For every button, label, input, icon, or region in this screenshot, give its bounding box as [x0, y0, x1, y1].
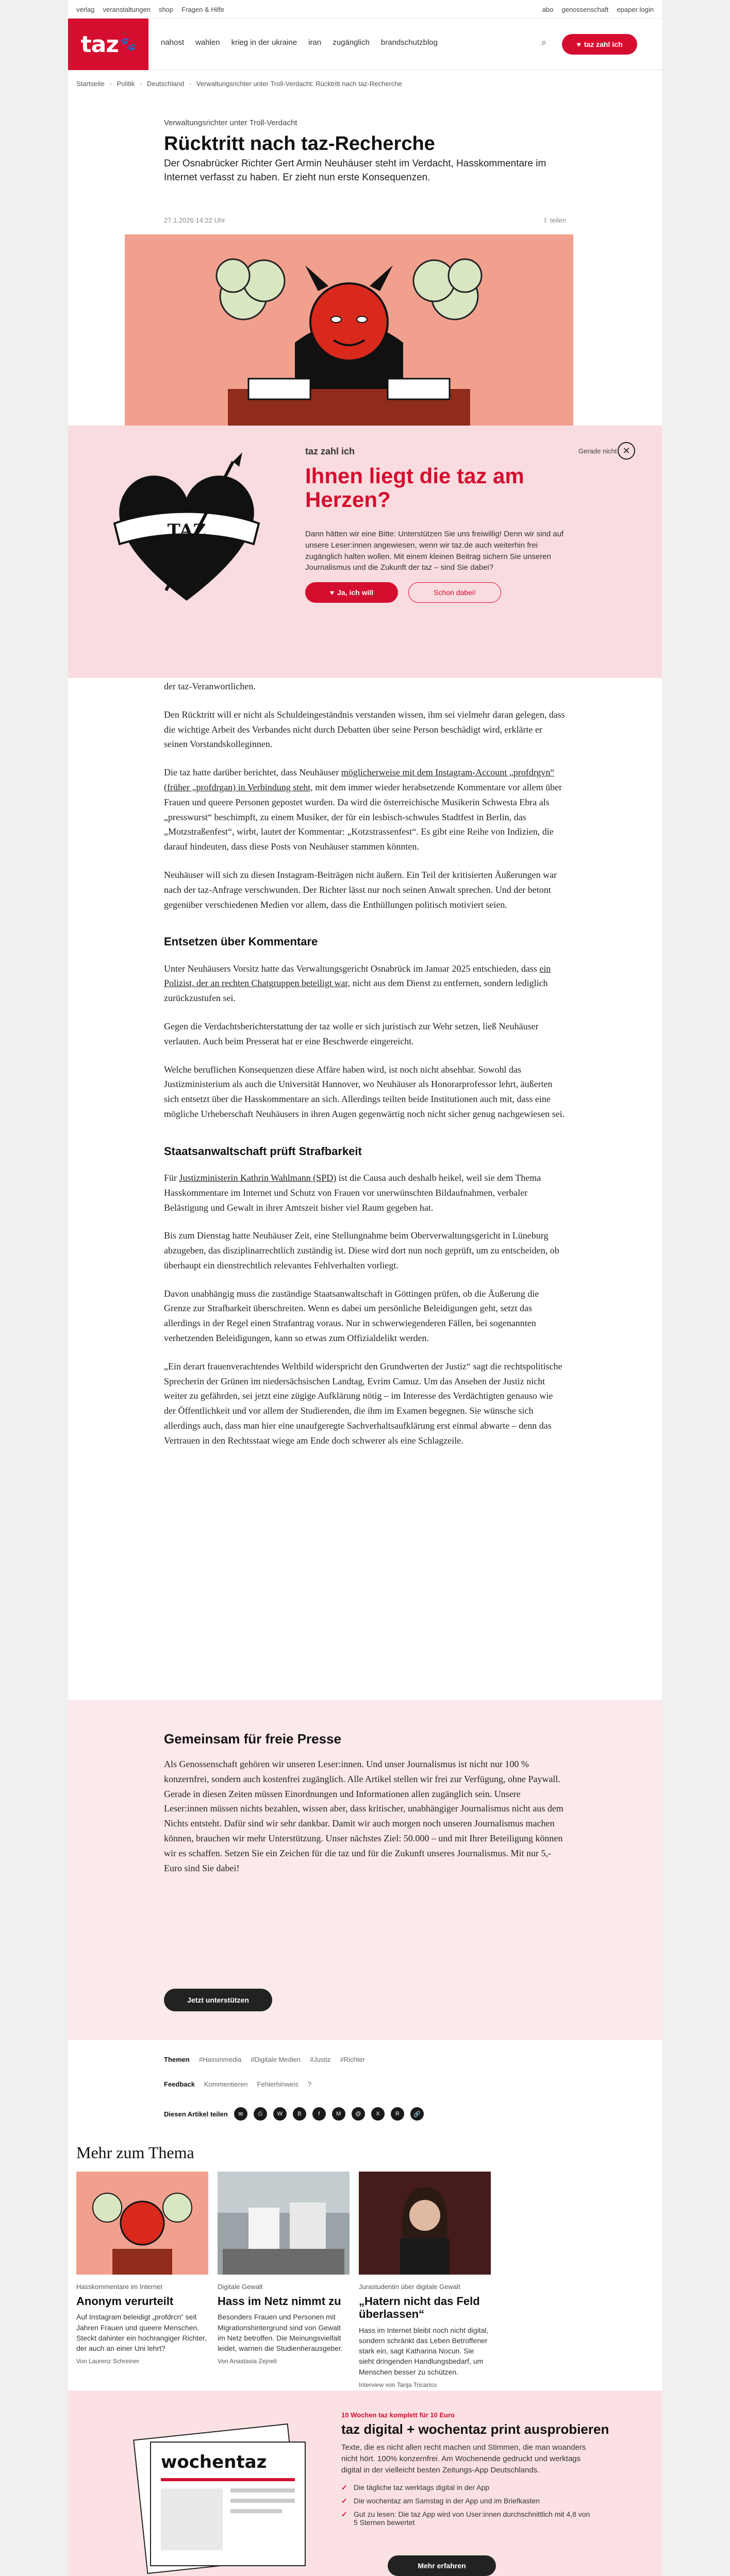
nav-item-ukraine[interactable]: krieg in der ukraine	[231, 38, 297, 47]
support-text: Als Genossenschaft gehören wir unseren Leser:innen. Und unser Journalismus ist nicht nur 100 % konzernfrei, sondern auch kostenfrei zugänglich. Alle Artikel stellen wir frei zur Verfügung, ohne Paywall. Gerade in diesen Zeiten müssen Einordnungen und Informationen allen zugänglich sein. Unsere Leser:innen müssen nichts bezahlen, wissen aber, dass kritischer, unabhängiger Journalismus nicht aus dem Nichts entsteht. Dafür sind wir sehr dankbar. Damit wir auch morgen noch unseren Journalismus machen können, brauchen wir mehr Unterstützung. Unser nächstes Ziel: 50.000 – und mit Ihrer Beteiligung können wir es schaffen. Setzen Sie ein Zeichen für die taz und für die Zukunft unseres Journalismus. Mit nur 5,- Euro sind Sie dabei!	[164, 1759, 563, 1873]
util-link-coop[interactable]: genossenschaft	[561, 6, 609, 13]
overlay-text: Dann hätten wir eine Bitte: Unterstützen Sie uns freiwillig! Denn wir sind auf unsere Leser:innen angewiesen, wenn wir taz.de auch weiterhin frei zugänglich halten wollen. Mit einem kleinen Beitrag sichern Sie unseren Journalismus und die Zukunft der taz – sind Sie dabei?	[305, 530, 564, 572]
article-paragraph: Den Rücktritt will er nicht als Schuldeingeständnis verstanden wissen, ihm sei vielmehr daran gelegen, dass die wichtige Arbeit des Verbandes nicht durch Debatten über seine Person beschädigt wird, erklärte er seinen Vorstandskolleginnen.	[164, 709, 565, 750]
related-title: Hass im Netz nimmt zu	[218, 2295, 341, 2308]
article-kicker: Verwaltungsrichter unter Troll-Verdacht	[164, 118, 297, 127]
facebook-icon[interactable]: f	[312, 2107, 326, 2121]
main-nav	[68, 19, 662, 70]
related-text: Hass im Internet bleibt noch nicht digital, sondern schränkt das Leben Betroffener stark ein, sagt Katharina Nocun. Sie sieht dringenden Handlungsbedarf, um Menschen besser zu schützen.	[359, 2326, 489, 2376]
heart-label: TAZ	[167, 520, 206, 541]
article-link[interactable]: möglicherweise mit dem Instagram-Account „profdrgvn“ (früher „profdrgan) in Verbindung steht,	[164, 767, 555, 792]
related-title: „Hatern nicht das Feld überlassen“	[359, 2295, 480, 2321]
article-date: 27.1.2026 14:22 Uhr	[164, 216, 225, 224]
related-image	[76, 2172, 208, 2275]
taz-logo[interactable]: taz 🐾	[68, 19, 148, 70]
help-icon[interactable]: ?	[307, 2080, 311, 2088]
util-link-shop[interactable]: shop	[158, 6, 174, 13]
link-icon[interactable]: 🔗	[410, 2107, 424, 2121]
promo-more-button[interactable]: Mehr erfahren	[388, 2555, 496, 2576]
search-icon[interactable]: ⌕	[541, 37, 547, 47]
mail-icon[interactable]: ✉	[234, 2107, 247, 2121]
page	[68, 0, 662, 2576]
close-icon[interactable]: ✕	[618, 442, 635, 460]
promo-list	[341, 2483, 594, 2532]
util-link-verlag[interactable]: verlag	[76, 6, 95, 13]
article-paragraph: Gegen die Verdachtsberichterstattung der taz wolle er sich juristisch zur Wehr setzen, ließ Neuhäuser verlauten. Auch beim Presserat hat er eine Beschwerde eingereicht.	[164, 1021, 539, 1046]
themes-label: Themen	[164, 2056, 190, 2063]
reddit-icon[interactable]: R	[391, 2107, 404, 2121]
share-link[interactable]: ⇪ teilen	[542, 216, 566, 224]
promo-text: Texte, die es nicht allen recht machen und Stimmen, die man woanders nicht hört. 100% konzernfrei. Am Wochenende gedruckt und werktags digital in der vielleicht besten Zeitungs-App Deutschlands.	[341, 2443, 586, 2475]
breadcrumb-current: Verwaltungsrichter unter Troll-Verdacht: Rücktritt nach taz-Recherche	[196, 80, 402, 88]
overlay-brand: taz zahl ich	[305, 446, 355, 456]
overlay-yes-button[interactable]: ♥ Ja, ich will	[305, 582, 398, 603]
promo-kicker: 10 Wochen taz komplett für 10 Euro	[341, 2411, 455, 2419]
nav-menu	[161, 38, 438, 47]
x-icon[interactable]: X	[371, 2107, 385, 2121]
article-lead: Der Osnabrücker Richter Gert Armin Neuhäuser steht im Verdacht, Hasskommentare im Internet verfasst zu haben. Er zieht nun erste Konsequenzen.	[164, 158, 546, 183]
feedback-label: Feedback	[164, 2080, 195, 2088]
related-card[interactable]	[218, 2172, 350, 2365]
article-paragraph: Bis zum Dienstag hatte Neuhäuser Zeit, eine Stellungnahme beim Oberverwaltungsgericht in Lüneburg abzugeben, das disziplinarrechtlich zuständig ist. Diese wird dort nun noch geprüft, um zu entscheiden, ob überhaupt ein dienstrechtlich relevantes Fehlverhalten vorliegt.	[164, 1230, 559, 1270]
util-link-epaper[interactable]: epaper login	[617, 6, 654, 13]
related-image	[359, 2172, 491, 2275]
util-link-events[interactable]: veranstaltungen	[103, 6, 151, 13]
related-author: Interview von Tanja Tricarico	[359, 2381, 437, 2389]
newspaper-illustration	[130, 2421, 316, 2576]
related-card[interactable]	[76, 2172, 208, 2365]
article-paragraph: Unter Neuhäusers Vorsitz hatte das Verwaltungsgericht Osnabrück im Januar 2025 entschieden, dass ein Polizist, der an rechten Chatgruppen beteiligt war, nicht aus dem Dienst zu entfernen, sondern lediglich zurückzustufen sei.	[164, 963, 551, 1004]
share-icon: ⇪	[542, 216, 550, 224]
article-paragraph: Welche beruflichen Konsequenzen diese Affäre haben wird, ist noch nicht absehbar. Sowohl das Justizministerium als auch die Universität Hannover, wo Neuhäuser als Honorarprofessor lehrt, äußerten sich entsetzt über die Hasskommentare an sich. Allerdings teilten beide Institutionen auch mit, dass eine mögliche Urheberschaft Neuhäusers in ihren Augen gegenwärtig noch nicht sicher genug nachgewiesen sei.	[164, 1064, 565, 1119]
promo-list-item: ✓ Die tägliche taz werktags digital in der App	[341, 2483, 594, 2492]
related-text: Auf Instagram beleidigt „profdrcn“ seit Jahren Frauen und queere Menschen. Steckt dahinter ein hochrangiger Richter, der auch an einer Uni lehrt?	[76, 2313, 207, 2353]
related-kicker: Digitale Gewalt	[218, 2283, 263, 2291]
theme-tag[interactable]: #Justiz	[310, 2056, 331, 2063]
feedback-row	[164, 2080, 311, 2088]
share-label: Diesen Artikel teilen	[164, 2110, 228, 2118]
promo-list-item: ✓ Gut zu lesen: Die taz App wird von User:innen durchschnittlich mit 4,8 von 5 Sternen bewertet	[341, 2510, 594, 2527]
nav-item-nahost[interactable]: nahost	[161, 38, 185, 47]
paw-icon: 🐾	[119, 37, 136, 52]
article-paragraph: „Ein derart frauenverachtendes Weltbild widerspricht den Grundwerten der Justiz“ sagt die rechtspolitische Sprecherin der Grünen im niedersächsischen Landtag, Evrim Camuz. Um das Ansehen der Justiz nicht weiter zu gefährden, sei jetzt eine zügige Aufklärung nötig – im Interesse des Verdächtigten genauso wie der Öffentlichkeit und vor allem der Studierenden, die ihm im Examen begegnen. Sie wünsche sich allerdings auch, dass man hier eine unaufgeregte Sachverhaltsaufklärung erst einmal abwarte – denn das Vertrauen in den Rechtsstaat wiege am Ende doch schwerer als eine Schlagzeile.	[164, 1361, 562, 1446]
nav-item-wahlen[interactable]: wahlen	[195, 38, 220, 47]
breadcrumb-politik[interactable]: Politik	[117, 80, 135, 88]
theme-tag[interactable]: #Digitale Medien	[251, 2056, 301, 2063]
theme-tag[interactable]: #Hassinmedia	[198, 2056, 242, 2063]
utility-bar	[68, 0, 662, 19]
nav-item-brandschutzblog[interactable]: brandschutzblog	[380, 38, 438, 47]
hero-svg	[125, 234, 573, 440]
promo-list-item: ✓ Die wochentaz am Samstag in der App und im Briefkasten	[341, 2497, 594, 2505]
theme-tag[interactable]: #Richter	[340, 2056, 365, 2063]
overlay-title: Ihnen liegt die taz am Herzen?	[305, 464, 524, 512]
article-body	[164, 679, 566, 1462]
article-subheading: Staatsanwaltschaft prüft Strafbarkeit	[164, 1144, 362, 1158]
print-icon[interactable]: ⎙	[254, 2107, 267, 2121]
bluesky-icon[interactable]: B	[293, 2107, 306, 2121]
article-meta	[164, 216, 566, 225]
nav-item-iran[interactable]: iran	[308, 38, 322, 47]
related-kicker: Hasskommentare im Internet	[76, 2283, 162, 2291]
related-image	[218, 2172, 350, 2275]
related-kicker: Jurastudentin über digitale Gewalt	[359, 2283, 460, 2291]
heart-icon: ♥	[576, 40, 581, 48]
threads-icon[interactable]: @	[352, 2107, 365, 2121]
article-paragraph: Für Justizministerin Kathrin Wahlmann (SPD) ist die Causa auch deshalb heikel, weil sie dem Thema Hasskommentare im Internet und Schutz von Frauen vor unerwünschten Bildaufnahmen, verbaler Belästigung und Gewalt in ihrer Amtszeit bisher viel Raum gegeben hat.	[164, 1172, 541, 1213]
overlay-already-button[interactable]: Schon dabei!	[408, 582, 501, 603]
promo-title: taz digital + wochentaz print ausprobieren	[341, 2421, 609, 2437]
util-link-abo[interactable]: abo	[542, 6, 554, 13]
share-row	[164, 2107, 424, 2121]
donation-overlay	[68, 426, 662, 678]
chevron-right-icon: ›	[140, 80, 142, 87]
nav-item-accessible[interactable]: zugänglich	[333, 38, 370, 47]
related-text: Besonders Frauen und Personen mit Migrationshintergrund sind von Gewalt im Netz betroffen. Die Meinungsvielfalt leidet, warnen die Studienherausgeber.	[218, 2313, 343, 2353]
subscription-promo	[68, 2391, 662, 2576]
article-paragraph: der taz-Veranwortlichen.	[164, 681, 256, 691]
support-box	[68, 1700, 662, 2040]
comment-link[interactable]: Kommentieren	[204, 2080, 248, 2088]
support-title: Gemeinsam für freie Presse	[164, 1731, 341, 1747]
error-report-link[interactable]: Fehlerhinweis	[257, 2080, 298, 2088]
overlay-close-label: Gerade nicht	[578, 447, 617, 455]
support-button[interactable]: ♥ taz zahl ich	[562, 34, 637, 55]
breadcrumb	[76, 80, 402, 88]
heart-tattoo-icon	[104, 446, 269, 616]
whatsapp-icon[interactable]: W	[273, 2107, 287, 2121]
article-paragraph: Neuhäuser will sich zu diesen Instagram-Beiträgen nicht äußern. Ein Teil der kritisierten Äußerungen war nach der taz-Anfrage verschwunden. Der Richter lässt nur noch seinen Anwalt sprechen. Und der betont gegenüber verschiedenen Medien vor allem, dass die Enthüllungen politisch motiviert seien.	[164, 869, 557, 910]
support-now-button[interactable]: Jetzt unterstützen	[164, 1989, 272, 2011]
util-link-help[interactable]: Fragen & Hilfe	[181, 6, 225, 13]
heart-icon: ♥	[329, 588, 335, 597]
article-title: Rücktritt nach taz-Recherche	[164, 133, 435, 155]
article-link[interactable]: ein Polizist, der an rechten Chatgruppen beteiligt war,	[164, 963, 551, 989]
mastodon-icon[interactable]: M	[332, 2107, 345, 2121]
themes-row	[164, 2056, 365, 2063]
related-author: Von Anastasia Zejneli	[218, 2358, 277, 2365]
article-paragraph: Davon unabhängig muss die zuständige Staatsanwaltschaft in Göttingen prüfen, ob die Äußerung die Grenze zur Strafbarkeit überschreiten. Wenn es dabei um persönliche Beleidigungen geht, setzt das allerdings in der Regel einen Strafantrag voraus. Nur in schwerwiegenderen Fällen, bei sogenannten verhetzenden Beleidigungen, kann so etwas zum Offizialdelikt werden.	[164, 1288, 539, 1344]
chevron-right-icon: ›	[109, 80, 112, 87]
related-author: Von Laurenz Schreiner	[76, 2358, 140, 2365]
related-title: Anonym verurteilt	[76, 2295, 174, 2308]
breadcrumb-home[interactable]: Startseite	[76, 80, 105, 88]
article-link[interactable]: Justizministerin Kathrin Wahlmann (SPD)	[179, 1172, 337, 1183]
related-card[interactable]	[359, 2172, 491, 2388]
promo-paper-label: wochentaz	[161, 2452, 267, 2472]
article-subheading: Entsetzen über Kommentare	[164, 935, 318, 948]
hero-illustration	[125, 234, 573, 440]
more-heading: Mehr zum Thema	[76, 2143, 194, 2162]
article-paragraph: Die taz hatte darüber berichtet, dass Neuhäuser möglicherweise mit dem Instagram-Account „profdrgvn“ (früher „profdrgan) in Verbindung steht, mit dem immer wieder herabsetzende Kommentare vor allem über Frauen und queere Personen gepostet wurden. Da wird die österreichische Musikerin Schwesta Ebra als „presswurst“ beschimpft, zu einem Musiker, der für ein lesbisch-schwules Stadtfest in Berlin, das „Motzstraßenfest“, wirbt, lautet der Kommentar: „Kotzstrassenfest“. Es gibt eine Reihe von Indizien, die darauf hindeuten, dass diese Posts von Neuhäuser stammen könnten.	[164, 767, 562, 852]
breadcrumb-deutschland[interactable]: Deutschland	[146, 80, 185, 88]
chevron-right-icon: ›	[189, 80, 191, 87]
